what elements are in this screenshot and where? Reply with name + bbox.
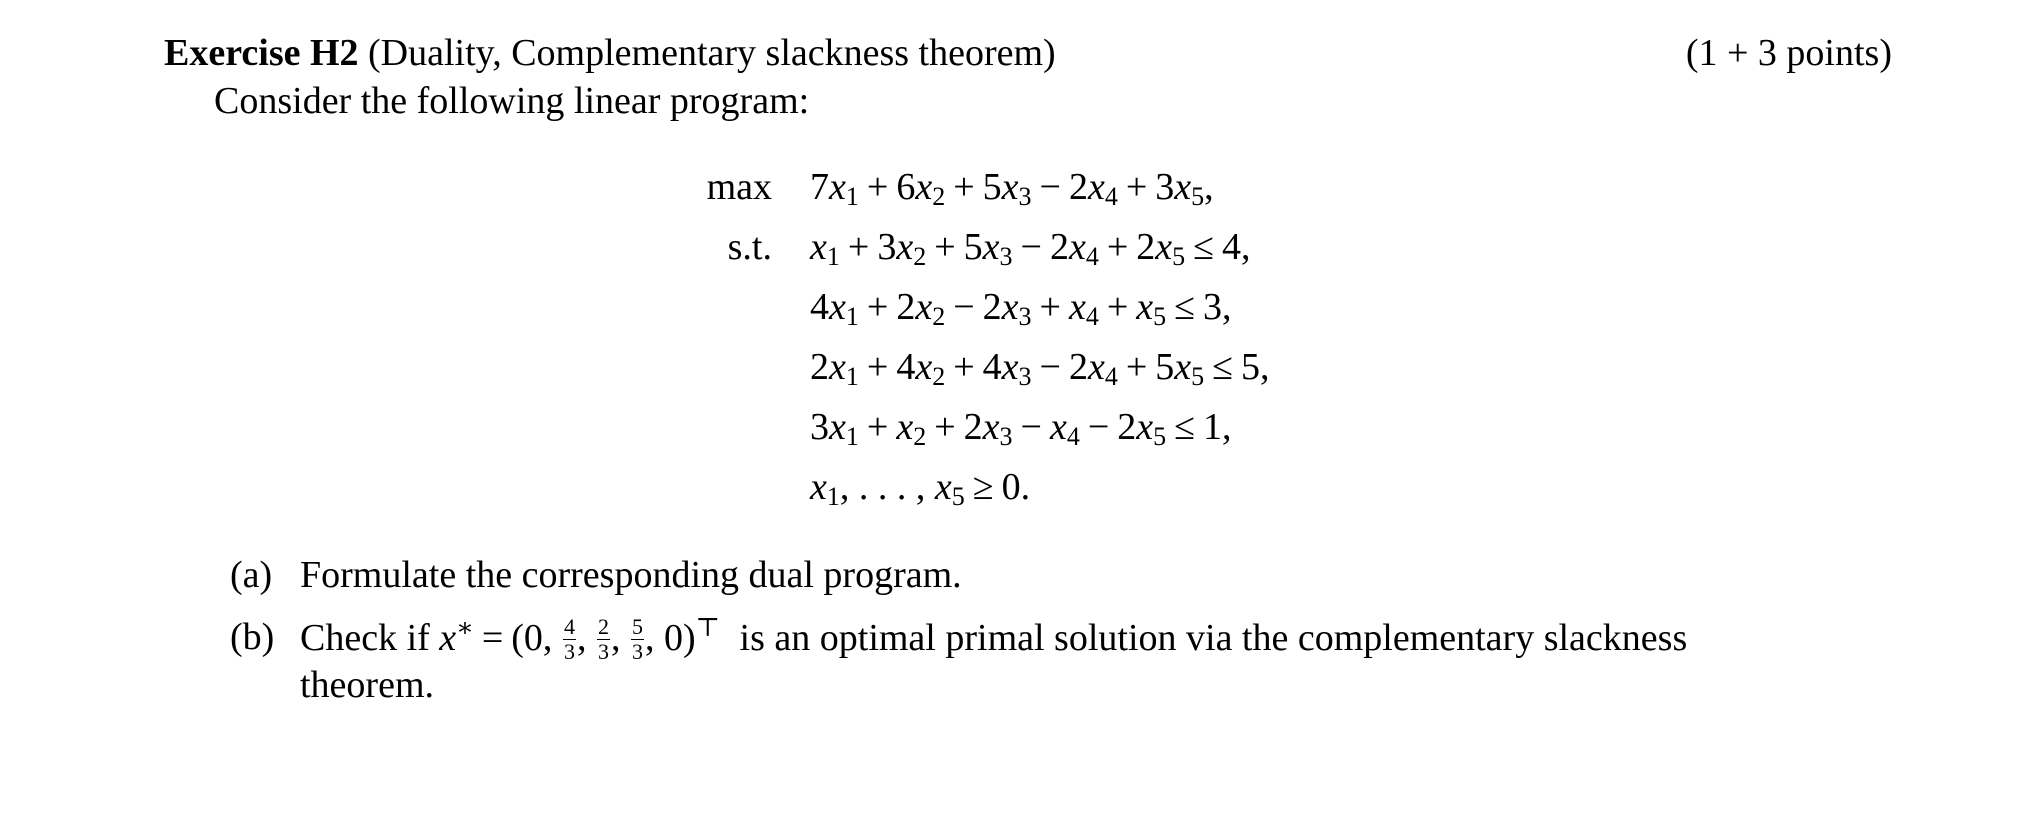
lp-max-label: max — [706, 166, 772, 208]
objective-trail: , — [1204, 166, 1214, 208]
constraint-4-coef-1: 3 — [810, 406, 829, 448]
lp-st-label: s.t. — [727, 226, 772, 268]
constraint-1-coef-5: 2 — [1136, 226, 1156, 268]
part-b-text-line2: theorem. — [300, 664, 435, 706]
exercise-title — [164, 34, 1056, 78]
exercise-points: (1 + 3 points) — [1685, 32, 1892, 74]
constraint-2-rhs: 3 — [1202, 286, 1222, 328]
constraint-2-coef-2: 2 — [896, 286, 916, 328]
part-b-prefix: Check if — [300, 617, 430, 659]
constraint-3-coef-5: 5 — [1155, 346, 1175, 388]
exercise-label: Exercise H2 — [164, 32, 359, 74]
nonneg-rhs: 0 — [1001, 466, 1021, 508]
objective-coef-2: 6 — [896, 166, 916, 208]
part-b-text-after: is an optimal primal solution via the complementary slackness — [739, 617, 1688, 659]
constraint-1-coef-3: 5 — [963, 226, 983, 268]
lp-constraint-3: $2x_1 + 4x_2 + 4x_3 - 2x_4 + 5x_5 \le 5$, — [810, 346, 1270, 391]
objective-coef-1: 7 — [810, 166, 829, 208]
constraint-3-coef-2: 4 — [896, 346, 916, 388]
vector-open: (0, — [511, 617, 553, 659]
part-b-label: (b) — [230, 616, 275, 658]
constraint-3-coef-3: 4 — [982, 346, 1002, 388]
constraint-3-coef-4: 2 — [1068, 346, 1088, 388]
lp-constraint-1: $x_1 + 3x_2 + 5x_3 - 2x_4 + 2x_5 \le 4$, — [810, 226, 1251, 271]
vector-close: 0) — [663, 617, 696, 659]
objective-coef-5: 3 — [1155, 166, 1175, 208]
objective-coef-4: 2 — [1068, 166, 1088, 208]
exercise-intro: Consider the following linear program: — [214, 80, 810, 122]
constraint-4-coef-5: 2 — [1117, 406, 1137, 448]
constraint-2-coef-3: 2 — [982, 286, 1002, 328]
constraint-3-rhs: 5 — [1240, 346, 1260, 388]
constraint-3-coef-1: 2 — [810, 346, 829, 388]
constraint-1-rhs: 4 — [1221, 226, 1241, 268]
lp-constraint-2: $4x_1 + 2x_2 - 2x_3 + x_4 + x_5 \le 3$, — [810, 286, 1232, 331]
constraint-4-coef-3: 2 — [963, 406, 983, 448]
objective-coef-3: 5 — [982, 166, 1002, 208]
constraint-1-coef-2: 3 — [877, 226, 897, 268]
fraction-3: $\frac{5}{3}$ — [631, 613, 643, 664]
fraction-1: $\frac{4}{3}$ — [563, 613, 575, 664]
lp-nonnegativity: $x_1$, . . . , $x_5 \ge 0$. — [810, 466, 1031, 511]
lp-constraint-4: $3x_1 + x_2 + 2x_3 - x_4 - 2x_5 \le 1$, — [810, 406, 1232, 451]
part-a-text: Formulate the corresponding dual program. — [300, 554, 962, 596]
exercise-topic: (Duality, Complementary slackness theorem) — [368, 32, 1056, 74]
constraint-4-rhs: 1 — [1202, 406, 1222, 448]
part-b-text: Check if x∗ = (0, $\frac{4}{3}$ , $\frac{2}{3}$ , $\frac{5}{3}$ , 0)⊤ is an optimal primal solution via the complementary slackness — [300, 613, 1688, 664]
lp-objective: $7x_1 + 6x_2 + 5x_3 - 2x_4 + 3x_5$, — [810, 166, 1214, 211]
fraction-2: $\frac{2}{3}$ — [597, 613, 609, 664]
constraint-2-coef-1: 4 — [810, 286, 829, 328]
part-a-label: (a) — [230, 554, 273, 596]
constraint-1-coef-4: 2 — [1049, 226, 1069, 268]
